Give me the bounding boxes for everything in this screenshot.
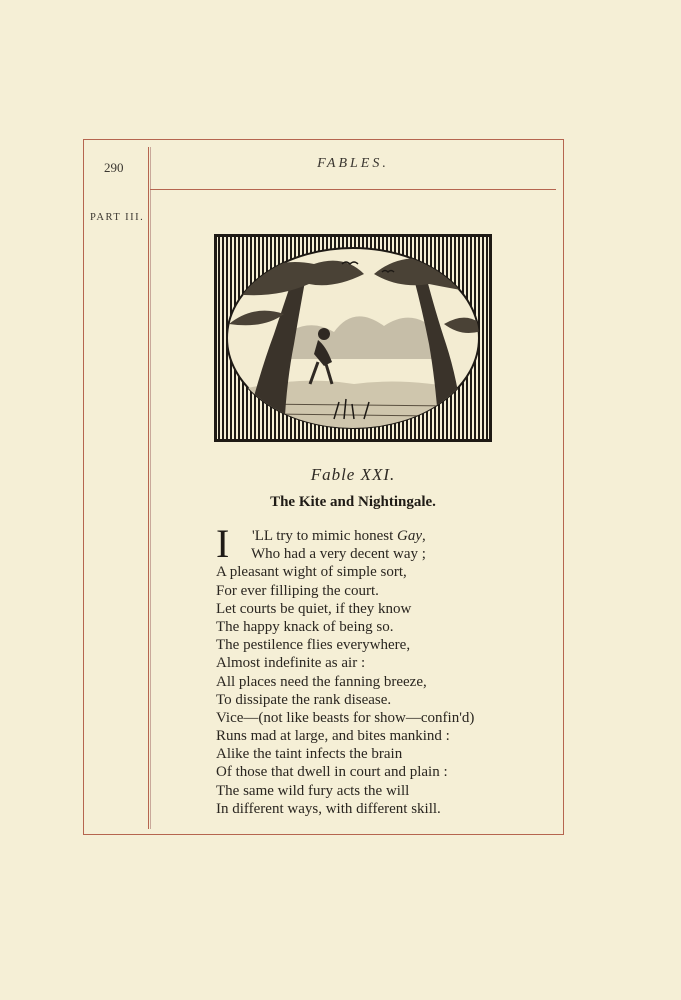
poem-line: Runs mad at large, and bites mankind :	[216, 728, 450, 745]
poem-line: To dissipate the rank disease.	[216, 691, 392, 708]
poem	[216, 521, 556, 818]
first-line-text: 'LL try to mimic honest	[252, 528, 398, 544]
poem-line: The happy knack of being so.	[216, 618, 394, 635]
margin-rule-inner	[150, 147, 151, 829]
margin-rule	[148, 147, 149, 829]
poem-line: The same wild fury acts the will	[216, 782, 410, 799]
fable-number: Fable XXI.	[310, 465, 396, 484]
fable-title: The Kite and Nightingale.	[270, 494, 436, 510]
poem-line: Almost indefinite as air :	[216, 655, 366, 672]
poem-line: A pleasant wight of simple sort,	[216, 564, 407, 581]
poem-line: Who had a very decent way ;	[251, 546, 426, 563]
first-line-end: ,	[422, 528, 426, 544]
poem-line: All places need the fanning breeze,	[216, 673, 427, 690]
woodcut-illustration	[214, 234, 492, 442]
running-head: FABLES.	[317, 156, 389, 171]
poem-line: The pestilence flies everywhere,	[216, 637, 411, 654]
page-number: 290	[104, 160, 124, 175]
part-label: PART III.	[90, 212, 145, 223]
poem-line: Let courts be quiet, if they know	[216, 600, 412, 617]
poem-line: For ever filliping the court.	[216, 582, 379, 599]
header-rule	[150, 189, 556, 190]
poem-line: Of those that dwell in court and plain :	[216, 764, 448, 781]
poem-line: Alike the taint infects the brain	[216, 746, 403, 763]
drop-cap: I	[216, 521, 230, 566]
first-line-italic: Gay	[397, 528, 423, 544]
poem-line: In different ways, with different skill.	[216, 800, 441, 817]
poem-line: Vice—(not like beasts for show—confin'd)	[216, 709, 475, 726]
